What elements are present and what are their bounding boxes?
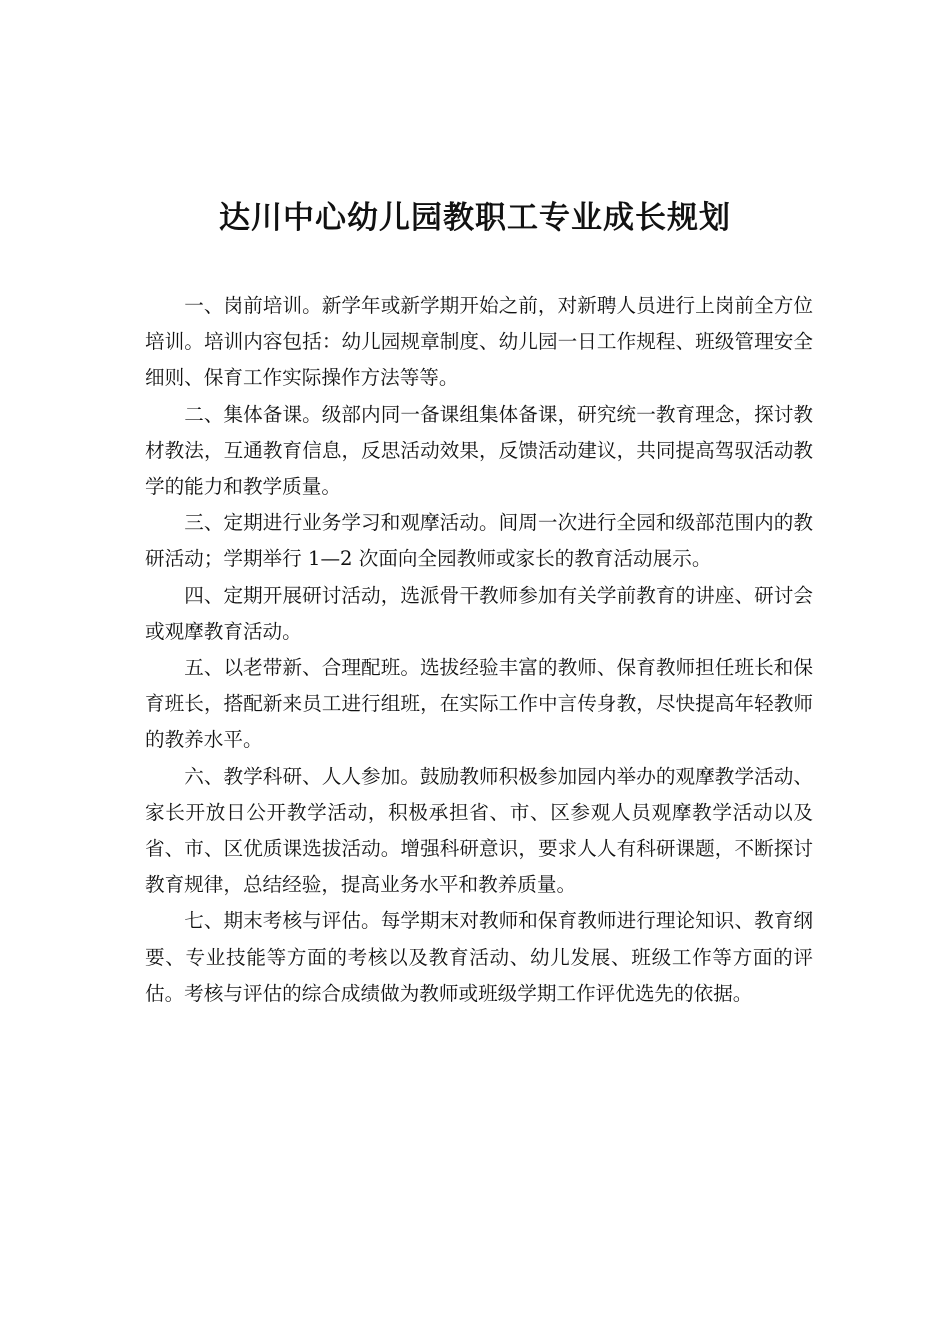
paragraph-7: 七、期末考核与评估。每学期末对教师和保育教师进行理论知识、教育纲要、专业技能等方面的考核以及教育活动、幼儿发展、班级工作等方面的评估。考核与评估的综合成绩做为教师或班级学期工作评优选先的依据。 xyxy=(145,909,813,1005)
paragraph-4: 四、定期开展研讨活动，选派骨干教师参加有关学前教育的讲座、研讨会或观摩教育活动。 xyxy=(145,583,813,643)
document-body xyxy=(145,288,813,1012)
paragraph-2: 二、集体备课。级部内同一备课组集体备课，研究统一教育理念，探讨教材教法，互通教育信息，反思活动效果，反馈活动建议，共同提高驾驭活动教学的能力和教学质量。 xyxy=(145,402,813,499)
paragraph-5: 五、以老带新、合理配班。选拔经验丰富的教师、保育教师担任班长和保育班长，搭配新来员工进行组班，在实际工作中言传身教，尽快提高年轻教师的教养水平。 xyxy=(145,656,813,752)
document-title: 达川中心幼儿园教职工专业成长规划 xyxy=(219,200,731,236)
paragraph-6: 六、教学科研、人人参加。鼓励教师积极参加园内举办的观摩教学活动、家长开放日公开教学活动，积极承担省、市、区参观人员观摩教学活动以及省、市、区优质课选拔活动。增强科研意识，要求人人有科研课题，不断探讨教育规律，总结经验，提高业务水平和教养质量。 xyxy=(145,764,813,897)
paragraph-3: 三、定期进行业务学习和观摩活动。间周一次进行全园和级部范围内的教研活动；学期举行 1—2 次面向全园教师或家长的教育活动展示。 xyxy=(145,511,813,571)
paragraph-1: 一、岗前培训。新学年或新学期开始之前，对新聘人员进行上岗前全方位培训。培训内容包括：幼儿园规章制度、幼儿园一日工作规程、班级管理安全细则、保育工作实际操作方法等等。 xyxy=(145,294,813,390)
